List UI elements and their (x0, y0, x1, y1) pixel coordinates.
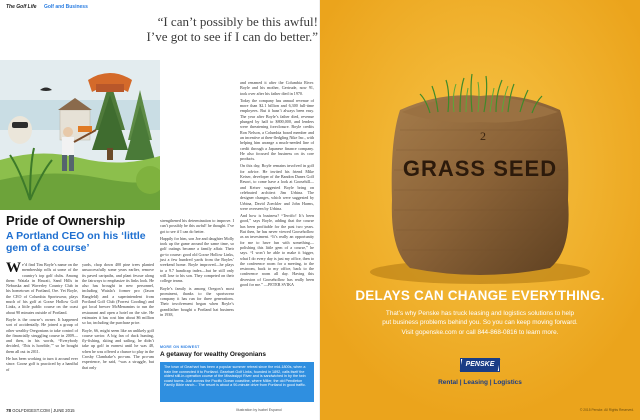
article-dek: A Portland CEO on his ‘little gem of a course’ (6, 230, 146, 254)
pull-quote (118, 14, 318, 44)
illustration-credit: Illustration by Isabel Espanol (236, 408, 282, 412)
article-headline: Pride of Ownership (6, 213, 126, 228)
body-paragraph: He has been working to turn it around ever since. Goose golf is practiced by a handful of (6, 356, 78, 372)
body-paragraph: strengthened his determination to improve. I can’t possibly be this awful! he thought. I’ve got to see if I can do better. (160, 218, 234, 234)
body-paragraph: Today the company has annual revenue of more than $2.1 billion and 6,300 full-time employees. But it hasn’t always been easy. The year after Boyle’s father died, revenue plunged by half to $800,000, and lenders were threatening foreclosure. Boyle credits Ron Nelson, a Columbia board member and an incentive at then-fledgling Nike Inc., with helping him arrange a much-needed line of credit through a Japanese finance company. He also focused the business on its core products. (240, 97, 314, 162)
article-illustration (0, 60, 160, 210)
body-paragraph: e’d find Tim Boyle’s name on the membership rolls at some of the country’s top golf clubs. Among them: Waiala in Hawaii, Sand Hills in Nebraska and Waverley Country Club in his hometown of Portland, Ore. Yet Boyle, the CEO of Columbia Sportswear, plays much of his golf at Goose Hollow Golf Links, a little public course on the coast about 90 minutes outside of Portland. (6, 262, 78, 315)
page-number: 78 (6, 408, 12, 413)
ad-body-line-2: put business problems behind you. So you can keep moving forward. (382, 319, 578, 327)
ad-body-line-3: Visit gopenske.com or call 844-868-0816 to learn more. (401, 328, 559, 336)
body-paragraph: Boyle’s family is among Oregon’s most prominent, thanks to the sportswear company it has run for three generations. Their involvement began when Boyle’s grandfather bought a Portland hat business in 1938, (160, 285, 234, 318)
ad-headline: DELAYS CAN CHANGE EVERYTHING. (355, 288, 605, 303)
sidebar-kicker: MORE ON MIDWEST (160, 345, 200, 349)
sidebar-title: A getaway for wealthy Oregonians (160, 351, 266, 358)
advertisement-page (320, 0, 640, 420)
ad-body-line-1: That’s why Penske has truck leasing and logistics solutions to help (385, 310, 575, 317)
body-paragraph: And how is business? “Terrific! It’s been good,” says Boyle, adding that the course has been profitable for the past two years. But then, he has never viewed Goosehollow as an investment. “It’s really an opportunity for me to have fun with something—polishing this little gem of a course,” he says. “I won’t be able to make it bigger, what I do every day is just my office, then to the conference room for a meeting, to the restroom, back to my office, back to the conference room all day. Having this diversion of Goosehollow has really been good for me.” —PETER SVIKA (240, 213, 314, 287)
publication-url: GOLFDIGEST.COM (12, 408, 50, 413)
logo-text: PENSKE (465, 361, 495, 368)
body-paragraph: Happily for him, son Joe and daughter Molly took up the game around the same time, so golf outings became a family affair. Their go-to course: good old Goose Hollow Links, just a few hundred yards from the Boyles’ weekend home. Boyle improved—he plays to a 9.7 handicap index—but he still only will lose to his son. They competed on their college teams. (160, 235, 234, 284)
ad-body (350, 309, 610, 337)
pull-quote-line-1: “I can’t possibly be this awful! (157, 14, 318, 29)
body-paragraph: and renamed it after the Columbia River. Boyle and his mother, Gertrude, now 91, took over after his father died in 1970. (240, 80, 314, 96)
ad-tagline: Rental | Leasing | Logistics (438, 379, 522, 386)
svg-text:2: 2 (480, 129, 486, 143)
ad-copyright: © 2015 Penske. All Rights Reserved. (579, 408, 634, 412)
body-column-4 (240, 80, 314, 340)
section-name: The Golf Life (6, 4, 37, 10)
body-column-2 (82, 262, 154, 402)
penske-logo (460, 358, 500, 372)
pull-quote-line-2: I’ve got to see if I can do better.” (146, 29, 318, 44)
issue-date: JUNE 2015 (53, 408, 75, 413)
sack-label: GRASS SEED (402, 156, 558, 181)
body-paragraph: yards, chop down 400 pine trees planted unsuccessfully some years earlier, remove its paved cartpaths, and plant fescue along the fairways to emphasize its links look. He also has brought in new personnel, including Waiala’s former pro (Jason Rangfeld) and a superintendent from Portland Golf Club (Forrest Gooding) and got local brewer McMenamins to run the restaurant and open a hotel on the site. He estimates it has cost him about $6 million so far, including the purchase price. (82, 262, 154, 326)
body-column-1 (6, 262, 78, 402)
body-paragraph: Boyle, 66, might seem like an unlikely golf course savior. A big fan of duck hunting, fly-fishing, skiing and sailing, he didn’t take up golf in earnest until he was 48, when he was offered a chance to play in the Crosby Clambake’s pro-am. The pro-am experience, he said, “was a struggle, but that only (82, 327, 154, 370)
section-header (6, 4, 88, 10)
page-folio: 78 GOLFDIGEST.COM | JUNE 2015 (6, 408, 75, 413)
sidebar-box (160, 362, 314, 402)
sidebar-text: The town of Gearhart has been a popular summer retreat since the mid-1800s, when a train line connected it to Portland. Gearhart Golf Links, founded in 1892, calls itself the oldest still-in-operation course of the Mississippi River and is sandwiched in by the twin coast towns. Just across the Pacific Ocean coastline, where Miller, the old Pendleton Family Bible ranch... The resort is about a 90-minute drive from Portland in good traffic. (164, 365, 306, 388)
grass-seed-sack-illustration (320, 0, 640, 420)
section-subtitle: Golf and Business (43, 4, 88, 10)
body-paragraph: On this day, Boyle remains involved in golf for advice. He invited his friend Mike Keiser, developer of the Bandon Dunes Golf Resort, to come have a look at Goosehill—and Keiser suggested Boyle bring on celebrated architect Jim Urbina. The designer changes, which were suggested by Urbina, David Zoeckler and John Harms, were overseen by Urbina. (240, 163, 314, 211)
drop-cap: W (6, 260, 21, 276)
body-paragraph: Boyle is the course’s owner. It happened sort of accidentally. He joined a group of other wealthy Oregonians to take control of the financially struggling course in 2009—and then, in his words, “Everybody decided, ‘This is horrible,’” so he bought them all out in 2011. (6, 316, 78, 354)
